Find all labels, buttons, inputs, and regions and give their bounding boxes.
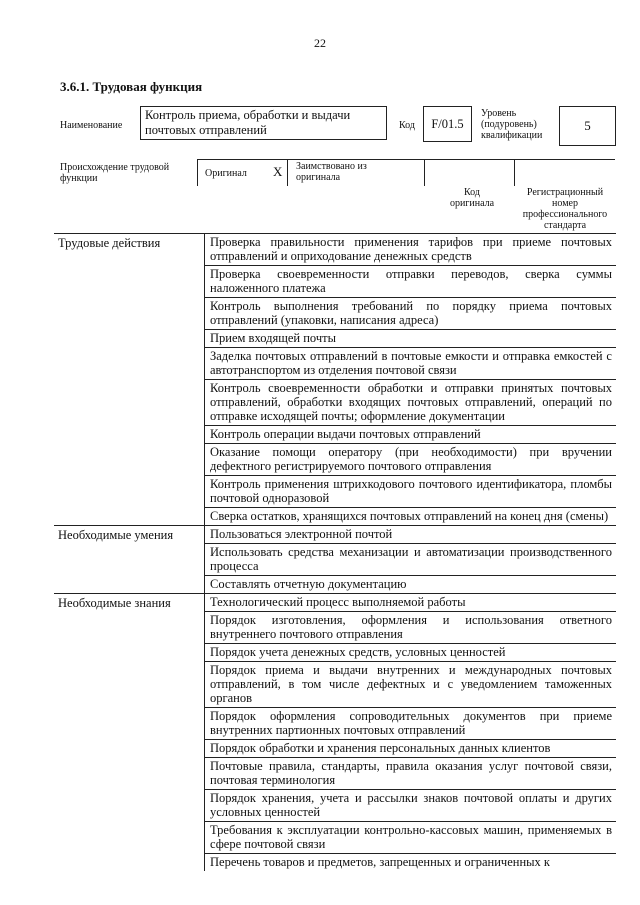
- origin-label: Происхождение трудовой функции: [60, 162, 170, 184]
- list-item: Требования к эксплуатации контрольно-кассовых машин, применяемых в сфере почтовой связи: [205, 822, 617, 854]
- list-item: Сверка остатков, хранящихся почтовых отправлений на конец дня (смены): [205, 508, 617, 526]
- level-label: Уровень (подуровень) квалификации: [481, 108, 543, 141]
- list-item: Контроль операции выдачи почтовых отправлений: [205, 426, 617, 444]
- list-item: Порядок учета денежных средств, условных ценностей: [205, 644, 617, 662]
- list-item: Пользоваться электронной почтой: [205, 526, 617, 544]
- list-item: Перечень товаров и предметов, запрещенных и ограниченных к: [205, 854, 617, 872]
- list-item: Заделка почтовых отправлений в почтовые емкости и отправка емкостей с автотранспортом из отделения почтовой связи: [205, 348, 617, 380]
- category-label: Необходимые знания: [54, 594, 205, 872]
- list-item: Контроль применения штрихкодового почтового идентификатора, пломбы почтовой одноразовой: [205, 476, 617, 508]
- original-code-caption: Код оригинала: [449, 187, 495, 209]
- list-item: Порядок изготовления, оформления и использования ответного внутреннего почтового отправления: [205, 612, 617, 644]
- list-item: Оказание помощи оператору (при необходимости) при вручении дефектного регистрируемого почтового отправления: [205, 444, 617, 476]
- category-label: Трудовые действия: [54, 234, 205, 526]
- table-row: [54, 526, 616, 544]
- function-code-value: F/01.5: [423, 106, 472, 142]
- list-item: Составлять отчетную документацию: [205, 576, 617, 594]
- table-row: [54, 594, 616, 612]
- list-item: Проверка правильности применения тарифов при приеме почтовых отправлений и оприходование денежных средств: [205, 234, 617, 266]
- page-number: 22: [314, 36, 326, 50]
- function-details-table: [54, 233, 616, 871]
- list-item: Прием входящей почты: [205, 330, 617, 348]
- origin-row: [197, 159, 615, 186]
- borrowed-label: Заимствовано из оригинала: [296, 161, 367, 183]
- original-mark: X: [273, 164, 283, 179]
- list-item: Проверка своевременности отправки переводов, сверка суммы наложенного платежа: [205, 266, 617, 298]
- code-label: Код: [399, 120, 415, 131]
- table-row: [54, 234, 616, 266]
- function-name-value: Контроль приема, обработки и выдачи почтовых отправлений: [140, 106, 387, 140]
- category-label: Необходимые умения: [54, 526, 205, 594]
- qualification-level-value: 5: [559, 106, 616, 146]
- registration-number-caption: Регистрационный номер профессионального стандарта: [522, 187, 608, 231]
- original-label: Оригинал: [205, 168, 247, 179]
- list-item: Контроль выполнения требований по порядку приема почтовых отправлений (упаковки, написания адреса): [205, 298, 617, 330]
- list-item: Почтовые правила, стандарты, правила оказания услуг почтовой связи, почтовая терминология: [205, 758, 617, 790]
- list-item: Порядок приема и выдачи внутренних и международных почтовых отправлений, в том числе дефектных и с уведомлением таможенных органов: [205, 662, 617, 708]
- list-item: Использовать средства механизации и автоматизации производственного процесса: [205, 544, 617, 576]
- list-item: Технологический процесс выполняемой работы: [205, 594, 617, 612]
- name-label: Наименование: [60, 120, 123, 131]
- list-item: Порядок хранения, учета и рассылки знаков почтовой оплаты и других условных ценностей: [205, 790, 617, 822]
- list-item: Контроль своевременности обработки и отправки принятых почтовых отправлений, обработки входящих почтовых отправлений, операций по отправке исходящей почты; оформление документации: [205, 380, 617, 426]
- list-item: Порядок оформления сопроводительных документов при приеме внутренних партионных почтовых отправлений: [205, 708, 617, 740]
- list-item: Порядок обработки и хранения персональных данных клиентов: [205, 740, 617, 758]
- section-title: 3.6.1. Трудовая функция: [60, 79, 203, 94]
